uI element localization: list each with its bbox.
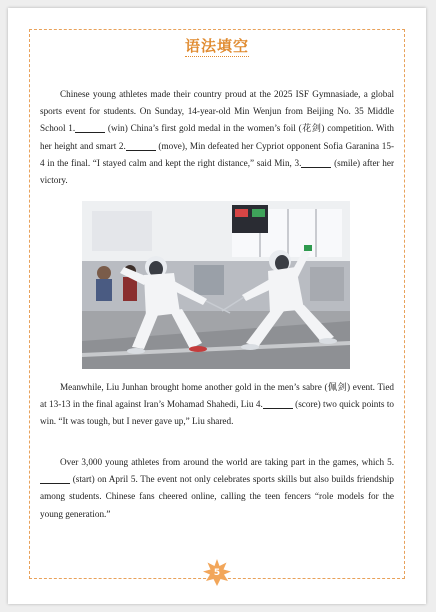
paragraph-3-text-b: (start) on April 5. The event not only celebrates sports skills but also builds friendship among students. Chinese fans cheered online, calling the teen fencers “role models for the young generation.” xyxy=(40,474,394,519)
paragraph-1-text-a: Chinese young athletes made their country proud at the 2025 ISF Gymnasiade, a global sports event for students. On Sunday, 14-year-old Min Wenjun from Beijing No. 35 Middle School 1. xyxy=(40,89,394,134)
page-title xyxy=(8,35,426,56)
paragraph-3-text-a: Over 3,000 young athletes from around the world are taking part in the games, which 5. xyxy=(60,457,394,467)
paragraph-1-text-b: (win) China’s first gold medal in the women’s foil (花剑) competition. With her height and smart 2. xyxy=(40,123,394,151)
fencing-photo xyxy=(82,201,350,369)
paragraph-1-text-d: (smile) after her victory. xyxy=(40,157,395,186)
blank-3 xyxy=(301,157,331,168)
blank-5 xyxy=(40,473,70,484)
page-number-badge xyxy=(202,558,232,588)
document-page xyxy=(8,8,426,604)
blank-4 xyxy=(263,398,293,409)
paragraph-2-text-b: (score) two quick points to win. “It was tough, but I never gave up,” Liu shared. xyxy=(40,399,394,427)
title-text: 语法填空 xyxy=(184,37,249,55)
fencing-photo-illustration xyxy=(82,201,350,369)
blank-2 xyxy=(126,140,156,151)
page-number: 5 xyxy=(213,568,221,578)
paragraph-1-text-c: (move), Min defeated her Cypriot opponent Sofia Garanina 15-4 in the final. “I stayed calm and kept the right distance,” said Min, 3. xyxy=(40,140,394,168)
paragraph-1 xyxy=(40,86,394,189)
paragraph-3 xyxy=(40,454,394,523)
paragraph-2-text-a: Meanwhile, Liu Junhan brought home another gold in the men’s sabre (佩剑) event. Tied at 13-13 in the final against Iran’s Mohamad Shahedi, Liu 4. xyxy=(40,382,394,410)
paragraph-2 xyxy=(40,379,394,431)
blank-1 xyxy=(75,122,105,133)
